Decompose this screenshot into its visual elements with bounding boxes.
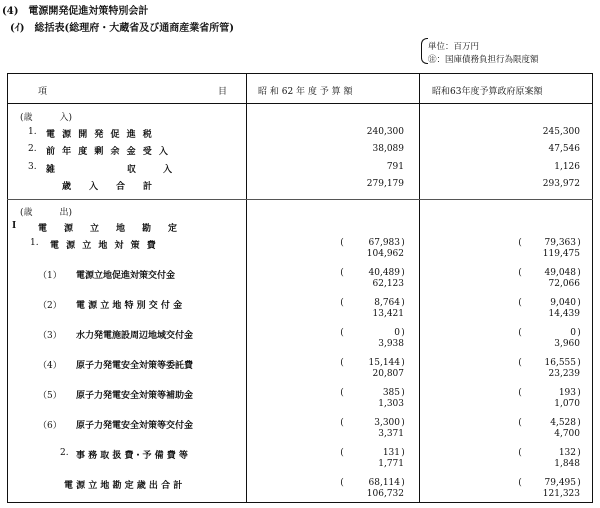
unit-note: ㊟：国庫債務負担行為限度額 — [428, 55, 539, 65]
value-63: 1,126 — [554, 162, 580, 172]
value-63: 245,300 — [542, 127, 580, 137]
limit-62: 3,300 — [374, 418, 400, 428]
value-63: 293,972 — [542, 179, 580, 189]
row-name: 電 源 立 地 対 策 費 — [50, 241, 158, 251]
limit-63: 132 — [558, 448, 576, 458]
limit-63: 4,528 — [550, 418, 576, 428]
limit-62: 67,983 — [368, 238, 400, 248]
row-name: 雑 収 入 — [46, 165, 173, 175]
limit-62: 40,489 — [368, 268, 400, 278]
limit-63: 49,048 — [544, 268, 576, 278]
limit-63: 16,555 — [544, 358, 576, 368]
row-name: 水力発電施設周辺地域交付金 — [76, 331, 194, 341]
row-name: 原子力発電安全対策等補助金 — [76, 391, 194, 401]
value-63: 14,439 — [548, 309, 580, 319]
limit-63: 79,495 — [544, 478, 576, 488]
value-63: 72,066 — [548, 279, 580, 289]
value-63: 3,960 — [554, 339, 580, 349]
value-63: 121,323 — [542, 489, 580, 499]
row-name: 原子力発電安全対策等委託費 — [76, 361, 194, 371]
limit-62: 15,144 — [368, 358, 400, 368]
limit-62: 131 — [382, 448, 400, 458]
value-62: 13,421 — [372, 309, 404, 319]
row-name: 電 源 立 地 勘 定 歳 出 合 計 — [64, 481, 183, 491]
account-number: Ⅰ — [12, 221, 17, 231]
value-63: 23,239 — [548, 369, 580, 379]
header-item-left: 項 — [38, 87, 48, 97]
value-62: 106,732 — [366, 489, 404, 499]
value-62: 20,807 — [372, 369, 404, 379]
value-63: 4,700 — [554, 429, 580, 439]
limit-63: 0 — [570, 328, 576, 338]
value-62: 104,962 — [366, 249, 404, 259]
limit-63: 79,363 — [544, 238, 576, 248]
row-name: 電 源 立 地 特 別 交 付 金 — [76, 301, 183, 311]
limit-62: 385 — [382, 388, 400, 398]
limit-63: 9,040 — [550, 298, 576, 308]
limit-63: 193 — [558, 388, 576, 398]
value-62: 1,771 — [378, 459, 404, 469]
value-62: 1,303 — [378, 399, 404, 409]
value-62: 3,938 — [378, 339, 404, 349]
value-62: 791 — [386, 162, 404, 172]
row-name: 原子力発電安全対策等交付金 — [76, 421, 194, 431]
value-62: 279,179 — [366, 179, 404, 189]
value-62: 240,300 — [366, 127, 404, 137]
expenditure-label: (歳 出) — [20, 208, 73, 218]
limit-62: 68,114 — [368, 478, 400, 488]
row-name: 前 年 度 剰 余 金 受 入 — [46, 147, 170, 157]
header-budget-62: 昭 和 62 年 度 予 算 額 — [258, 87, 353, 97]
row-name: 電 源 開 発 促 進 税 — [46, 130, 154, 140]
account-name: 電 源 立 地 勘 定 — [38, 224, 182, 234]
limit-62: 8,764 — [374, 298, 400, 308]
row-name: 電源立地促進対策交付金 — [76, 271, 176, 281]
header-budget-63: 昭和63年度予算政府原案額 — [432, 87, 543, 97]
value-62: 38,089 — [372, 144, 404, 154]
header-item-right: 目 — [218, 87, 228, 97]
value-63: 1,070 — [554, 399, 580, 409]
row-name: 事 務 取 扱 費・予 備 費 等 — [76, 451, 188, 461]
value-62: 62,123 — [372, 279, 404, 289]
section-heading: (4) 電源開発促進対策特別会計 — [2, 6, 149, 17]
revenue-label: (歳 入) — [20, 113, 73, 123]
row-name: 歳 入 合 計 — [62, 182, 153, 192]
value-63: 1,848 — [554, 459, 580, 469]
limit-62: 0 — [394, 328, 400, 338]
value-62: 3,371 — [378, 429, 404, 439]
unit-bracket — [421, 38, 428, 64]
subsection-heading: (ｲ) 総括表(総理府・大蔵省及び通商産業省所管) — [10, 23, 234, 34]
unit-label: 単位：百万円 — [428, 42, 480, 52]
value-63: 119,475 — [542, 249, 580, 259]
value-63: 47,546 — [548, 144, 580, 154]
